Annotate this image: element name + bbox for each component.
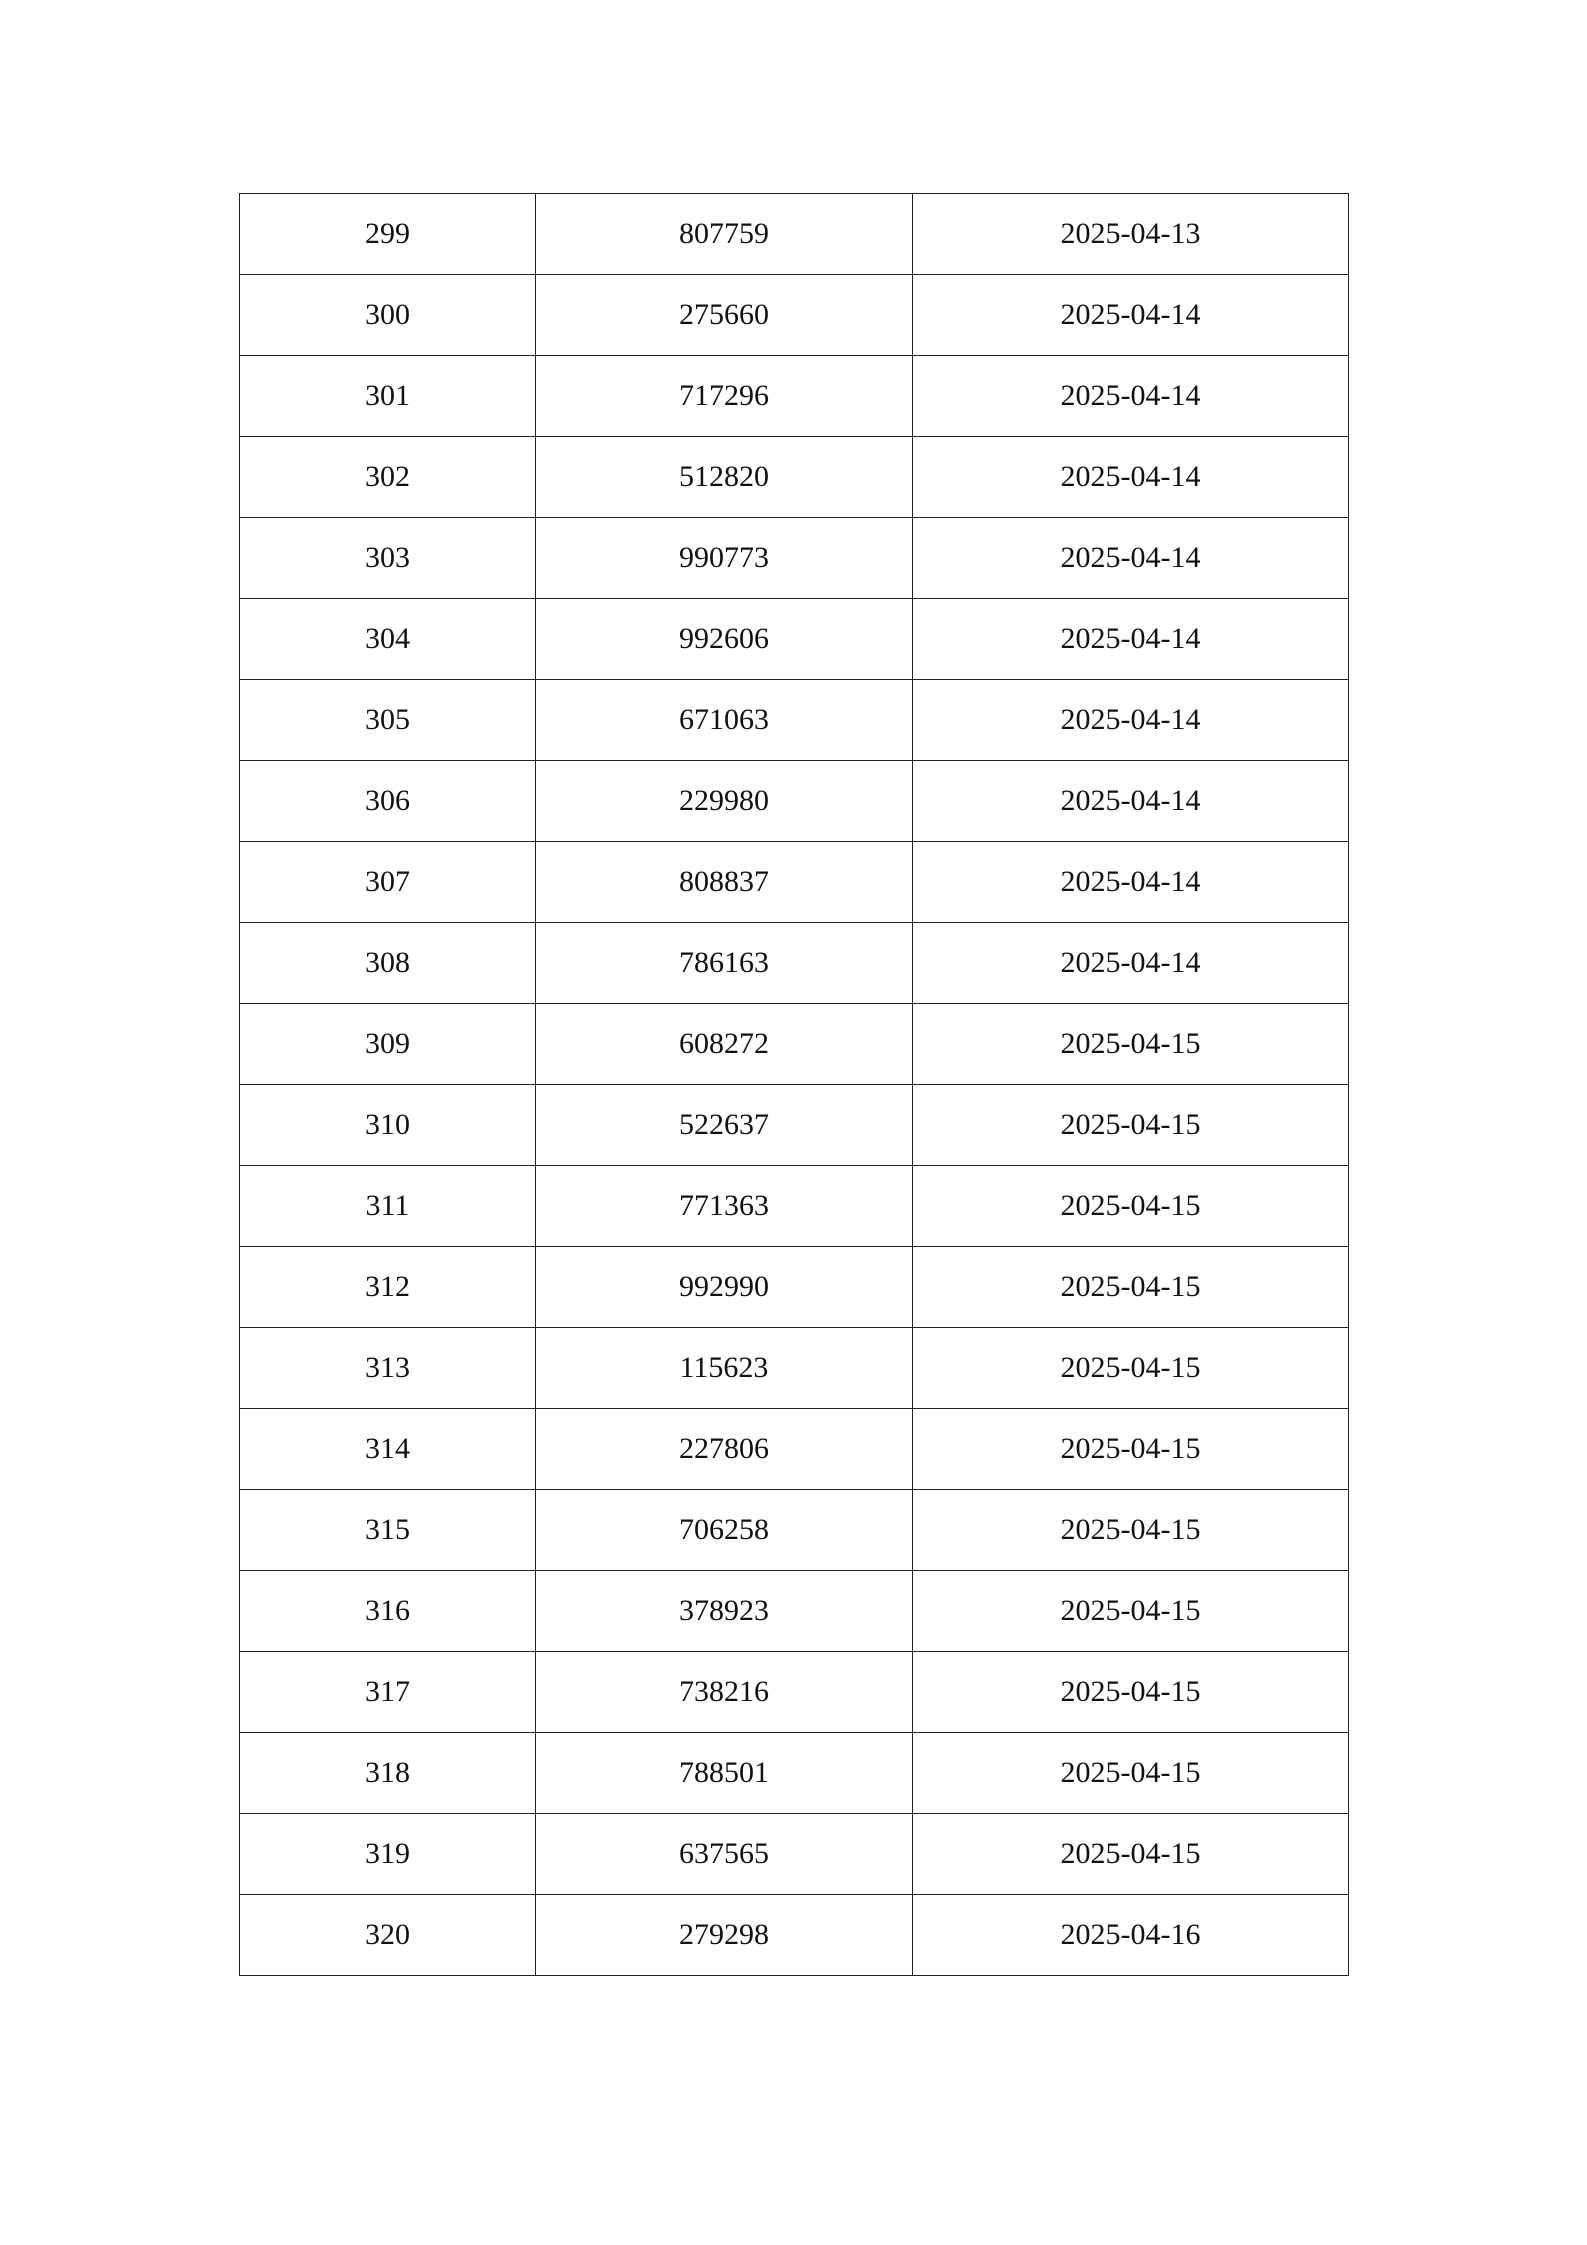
code-cell: 229980 [536, 761, 913, 842]
code-cell: 808837 [536, 842, 913, 923]
table-row [240, 1652, 1349, 1733]
date-cell: 2025-04-14 [913, 923, 1349, 1004]
row-number-cell: 302 [240, 437, 536, 518]
table-row [240, 1166, 1349, 1247]
code-cell: 992990 [536, 1247, 913, 1328]
table-row [240, 1733, 1349, 1814]
code-cell: 608272 [536, 1004, 913, 1085]
date-cell: 2025-04-15 [913, 1328, 1349, 1409]
date-cell: 2025-04-15 [913, 1571, 1349, 1652]
date-cell: 2025-04-14 [913, 437, 1349, 518]
row-number-cell: 314 [240, 1409, 536, 1490]
row-number-cell: 301 [240, 356, 536, 437]
row-number-cell: 318 [240, 1733, 536, 1814]
row-number-cell: 306 [240, 761, 536, 842]
date-cell: 2025-04-14 [913, 599, 1349, 680]
table-row [240, 842, 1349, 923]
code-cell: 227806 [536, 1409, 913, 1490]
table-row [240, 518, 1349, 599]
code-cell: 807759 [536, 194, 913, 275]
code-cell: 512820 [536, 437, 913, 518]
code-cell: 717296 [536, 356, 913, 437]
date-cell: 2025-04-14 [913, 680, 1349, 761]
row-number-cell: 311 [240, 1166, 536, 1247]
code-cell: 990773 [536, 518, 913, 599]
table-row [240, 1004, 1349, 1085]
table-row [240, 1490, 1349, 1571]
table-row [240, 680, 1349, 761]
date-cell: 2025-04-15 [913, 1004, 1349, 1085]
date-cell: 2025-04-15 [913, 1085, 1349, 1166]
code-cell: 522637 [536, 1085, 913, 1166]
row-number-cell: 299 [240, 194, 536, 275]
table-row [240, 1409, 1349, 1490]
date-cell: 2025-04-14 [913, 356, 1349, 437]
table-row [240, 923, 1349, 1004]
code-cell: 279298 [536, 1895, 913, 1976]
code-cell: 771363 [536, 1166, 913, 1247]
records-table [239, 193, 1349, 1976]
date-cell: 2025-04-14 [913, 518, 1349, 599]
code-cell: 671063 [536, 680, 913, 761]
table-row [240, 1085, 1349, 1166]
row-number-cell: 309 [240, 1004, 536, 1085]
table-row [240, 1895, 1349, 1976]
code-cell: 788501 [536, 1733, 913, 1814]
date-cell: 2025-04-15 [913, 1490, 1349, 1571]
date-cell: 2025-04-16 [913, 1895, 1349, 1976]
code-cell: 115623 [536, 1328, 913, 1409]
date-cell: 2025-04-14 [913, 842, 1349, 923]
row-number-cell: 316 [240, 1571, 536, 1652]
row-number-cell: 312 [240, 1247, 536, 1328]
table-row [240, 437, 1349, 518]
code-cell: 992606 [536, 599, 913, 680]
date-cell: 2025-04-14 [913, 275, 1349, 356]
row-number-cell: 320 [240, 1895, 536, 1976]
date-cell: 2025-04-15 [913, 1652, 1349, 1733]
date-cell: 2025-04-14 [913, 761, 1349, 842]
table-row [240, 1328, 1349, 1409]
table-row [240, 761, 1349, 842]
date-cell: 2025-04-13 [913, 194, 1349, 275]
table-row [240, 1571, 1349, 1652]
row-number-cell: 308 [240, 923, 536, 1004]
table-row [240, 599, 1349, 680]
code-cell: 275660 [536, 275, 913, 356]
table-row [240, 356, 1349, 437]
date-cell: 2025-04-15 [913, 1409, 1349, 1490]
table-row [240, 1247, 1349, 1328]
row-number-cell: 310 [240, 1085, 536, 1166]
code-cell: 637565 [536, 1814, 913, 1895]
row-number-cell: 304 [240, 599, 536, 680]
date-cell: 2025-04-15 [913, 1733, 1349, 1814]
date-cell: 2025-04-15 [913, 1814, 1349, 1895]
row-number-cell: 303 [240, 518, 536, 599]
row-number-cell: 307 [240, 842, 536, 923]
table-row [240, 194, 1349, 275]
row-number-cell: 319 [240, 1814, 536, 1895]
date-cell: 2025-04-15 [913, 1247, 1349, 1328]
row-number-cell: 317 [240, 1652, 536, 1733]
table-row [240, 275, 1349, 356]
table-row [240, 1814, 1349, 1895]
code-cell: 706258 [536, 1490, 913, 1571]
code-cell: 786163 [536, 923, 913, 1004]
row-number-cell: 313 [240, 1328, 536, 1409]
row-number-cell: 315 [240, 1490, 536, 1571]
row-number-cell: 300 [240, 275, 536, 356]
code-cell: 738216 [536, 1652, 913, 1733]
code-cell: 378923 [536, 1571, 913, 1652]
row-number-cell: 305 [240, 680, 536, 761]
date-cell: 2025-04-15 [913, 1166, 1349, 1247]
records-table-body [240, 194, 1349, 1976]
